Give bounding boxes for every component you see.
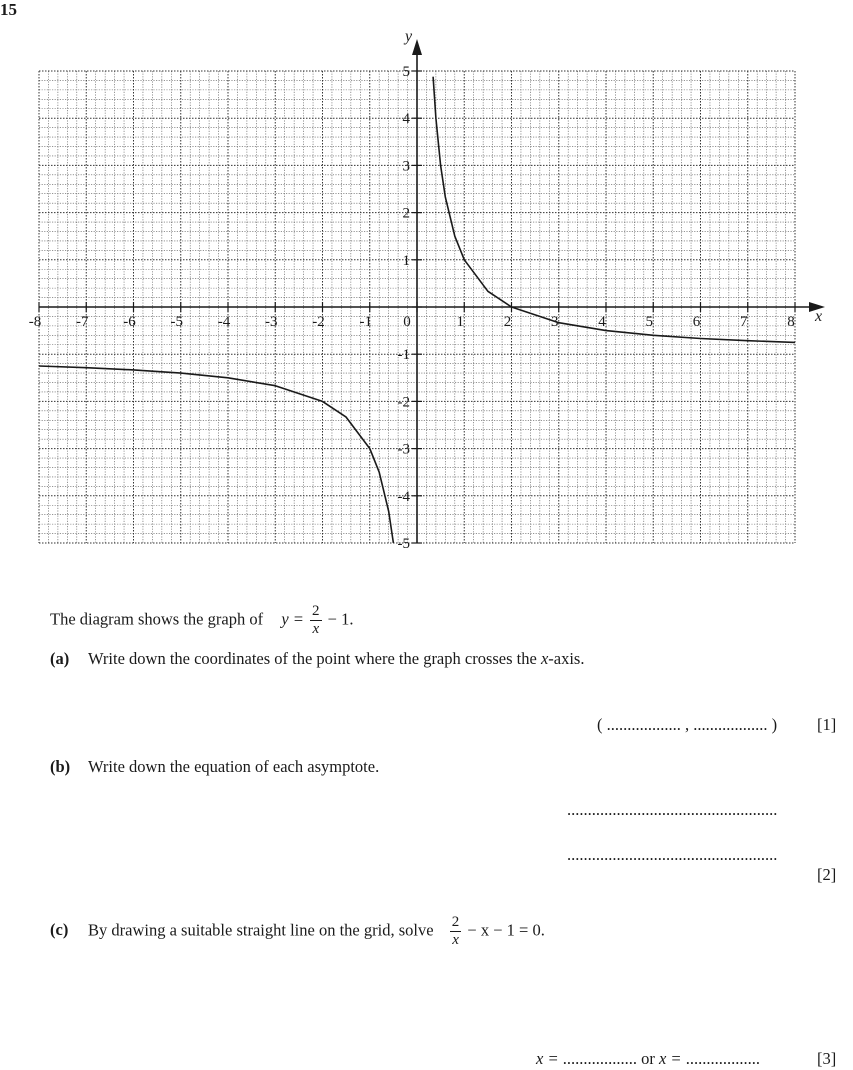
part-a-marks: [1]: [817, 715, 837, 734]
y-tick-label: 2: [402, 205, 410, 222]
y-tick-label: -2: [397, 394, 410, 411]
intro-text: The diagram shows the graph of: [50, 609, 264, 629]
intro-frac-den: x: [312, 621, 320, 637]
x-tick-label: -3: [265, 314, 278, 330]
part-c-question: [50, 915, 545, 948]
part-b-answer-line-2[interactable]: ...................................................: [567, 845, 778, 864]
x-tick-label: 4: [598, 314, 606, 330]
part-a-text-after: -axis.: [548, 649, 585, 668]
x-tick-label: -7: [76, 314, 89, 330]
part-c-frac-den: x: [452, 932, 459, 948]
part-b-label: (b): [50, 757, 71, 776]
part-c-answer: [536, 1049, 760, 1069]
part-c-eq-rest: − x − 1 = 0.: [467, 920, 545, 940]
x-tick-label: 5: [645, 314, 653, 330]
y-tick-label: -3: [397, 441, 410, 458]
part-a-answer-line[interactable]: ( .................. , .................. ): [597, 715, 778, 734]
x-tick-label: -6: [123, 314, 136, 330]
part-c-ans-dots1[interactable]: ..................: [562, 1049, 637, 1068]
part-a-question: [50, 649, 584, 669]
y-axis-arrow: [412, 39, 422, 55]
part-c-ans-dots2[interactable]: ..................: [685, 1049, 760, 1068]
x-tick-label: 2: [503, 314, 512, 330]
x-tick-label: 1: [456, 314, 464, 330]
intro-line: [50, 604, 353, 637]
y-tick-label: 4: [402, 111, 410, 128]
part-b-text: Write down the equation of each asymptote.: [88, 757, 380, 776]
y-tick-label: 5: [402, 64, 410, 80]
x-tick-label: -8: [28, 314, 42, 330]
part-c-ans-x1: x =: [536, 1049, 559, 1068]
part-c-ans-x2: x =: [658, 1049, 682, 1068]
intro-frac-num: 2: [312, 603, 320, 619]
intro-eq-lhs: y =: [281, 609, 304, 629]
x-tick-label: -1: [359, 314, 372, 330]
part-b-question: [50, 757, 379, 777]
question-number: 15: [0, 0, 17, 19]
part-c-text: By drawing a suitable straight line on the grid, solve: [88, 920, 434, 940]
intro-eq-rhs: − 1.: [327, 609, 354, 629]
x-tick-label: -2: [312, 314, 325, 330]
part-c-marks: [3]: [817, 1049, 837, 1068]
x-tick-label: 6: [692, 314, 701, 330]
x-tick-label: 8: [787, 314, 795, 330]
part-c-ans-or: or: [641, 1049, 655, 1068]
x-tick-label: -5: [170, 314, 183, 330]
x-tick-label: -4: [217, 314, 231, 330]
part-b-answer-line-1[interactable]: ...................................................: [567, 800, 778, 819]
x-tick-label: 3: [551, 314, 559, 330]
part-b-marks: [2]: [817, 865, 837, 884]
part-a-var: x: [540, 649, 549, 668]
part-a-label: (a): [50, 649, 70, 668]
part-c-fraction: [450, 915, 462, 948]
y-tick-label: -1: [397, 347, 410, 364]
part-a-text: Write down the coordinates of the point where the graph crosses the: [88, 649, 537, 668]
x-tick-label: 0: [403, 314, 411, 330]
x-axis-label: x: [815, 308, 823, 325]
y-tick-label: -5: [397, 536, 410, 552]
part-c-frac-num: 2: [451, 914, 460, 930]
y-tick-label: -4: [397, 488, 410, 505]
y-tick-label: 1: [402, 252, 410, 269]
part-c-label: (c): [50, 920, 69, 940]
y-axis-label: y: [405, 28, 413, 45]
y-tick-label: 3: [402, 158, 410, 175]
x-tick-label: 7: [740, 314, 748, 330]
intro-fraction: [310, 604, 322, 637]
